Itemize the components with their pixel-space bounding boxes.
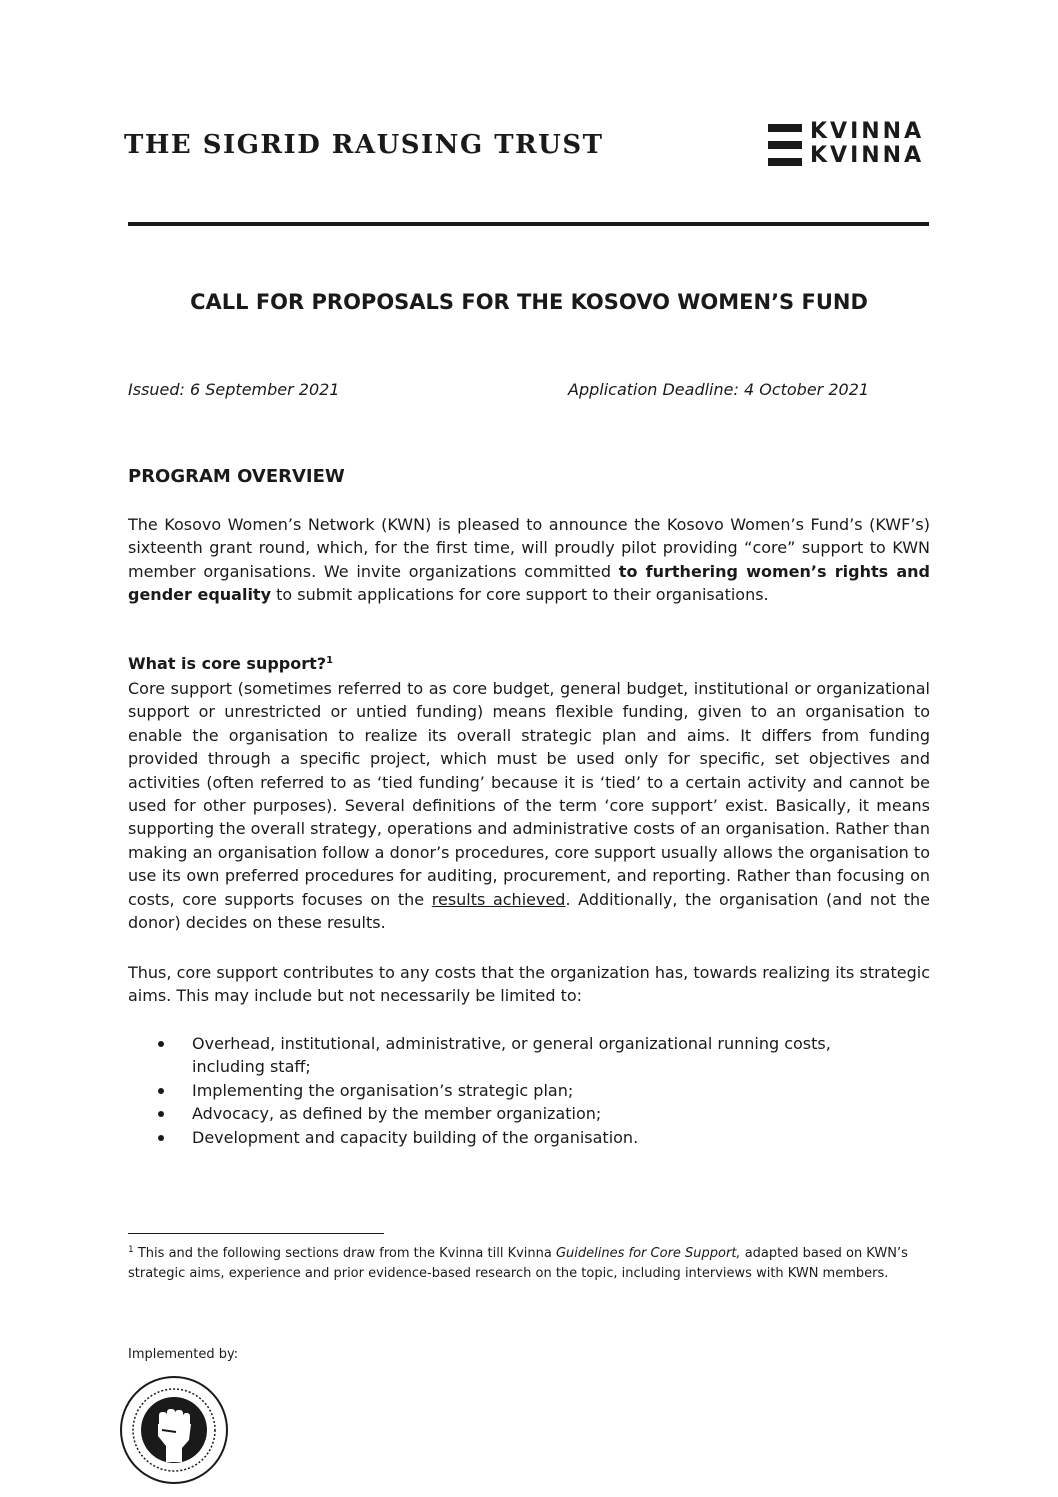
cost-list <box>158 1032 898 1149</box>
intro-text-end: to submit applications for core support to their organisations. <box>271 585 769 605</box>
list-item: Advocacy, as defined by the member organization; <box>158 1102 898 1125</box>
intro-paragraph <box>128 513 930 607</box>
three-bars-logo-icon <box>768 122 802 168</box>
subheading-core-support <box>128 654 333 673</box>
intro-text: The Kosovo Women’s Network (KWN) is pleased to announce the Kosovo Women’s Fund’s (KWF’s) sixteenth grant round, which, for the first time, will proudly pilot providing “core” support to KWN member organisations. We invite organizations committed <box>128 515 930 581</box>
sigrid-rausing-trust-logo: THE SIGRID RAUSING TRUST <box>124 130 604 160</box>
header-divider <box>128 222 929 226</box>
footnote-reference[interactable]: 1 <box>326 655 334 666</box>
issued-date: Issued: 6 September 2021 <box>128 380 340 399</box>
core-text-end: . Additionally, the organisation (and not the donor) decides on these results. <box>128 889 931 933</box>
list-item: Development and capacity building of the organisation. <box>158 1126 898 1149</box>
kvinna-logo-line2: KVINNA <box>810 143 925 168</box>
footnote-divider <box>128 1233 384 1234</box>
bullet-icon <box>158 1041 164 1047</box>
kvinna-till-kvinna-logo <box>768 119 948 170</box>
kwn-raised-fist-logo-icon <box>118 1374 230 1486</box>
document-title: CALL FOR PROPOSALS FOR THE KOSOVO WOMEN’S FUND <box>190 290 868 314</box>
application-deadline: Application Deadline: 4 October 2021 <box>568 380 870 399</box>
footnote-number: 1 <box>128 1245 134 1255</box>
subheading-text: What is core support? <box>128 654 327 673</box>
footnote: $^1$ This and the following sections draw from the Kvinna till Kvinna Guidelines for Core Support, adapted based on KWN’s strategic aims, experience and prior evidence-based research on the topic, including interviews with KWN members. <box>128 1245 908 1281</box>
footnote-title: Guidelines for Core Support, <box>555 1246 741 1261</box>
thus-paragraph: Thus, core support contributes to any costs that the organization has, towards realizing its strategic aims. This may include but not necessarily be limited to: <box>128 963 930 1006</box>
list-item: Implementing the organisation’s strategic plan; <box>158 1079 898 1102</box>
section-heading-program-overview: PROGRAM OVERVIEW <box>128 466 345 487</box>
list-item: Overhead, institutional, administrative, or general organizational running costs, including staff; <box>158 1032 898 1079</box>
bullet-icon <box>158 1135 164 1141</box>
kvinna-logo-line1: KVINNA <box>810 119 925 144</box>
core-support-paragraph <box>128 677 930 934</box>
results-achieved-link[interactable]: results achieved <box>431 889 566 909</box>
intro-emphasis: to furthering women’s rights and gender equality <box>128 561 931 605</box>
bullet-icon <box>158 1088 164 1094</box>
core-text: Core support (sometimes referred to as core budget, general budget, institutional or organizational support or unrestricted or untied funding) means flexible funding, given to an organisation to enable the organisation to realize its overall strategic plan and aims. It differs from funding provided through a specific project, which must be used only for specific, set objectives and activities (often referred to as ‘tied funding’ because it is ‘tied’ to a certain activity and cannot be used for other purposes). Several definitions of the term ‘core support’ exist. Basically, it means supporting the overall strategy, operations and administrative costs of an organisation. Rather than making an organisation follow a donor’s procedures, core support usually allows the organisation to use its own preferred procedures for auditing, procurement, and reporting. Rather than focusing on costs, core supports focuses on the <box>128 679 930 909</box>
bullet-icon <box>158 1111 164 1117</box>
implemented-by-label: Implemented by: <box>128 1347 239 1362</box>
